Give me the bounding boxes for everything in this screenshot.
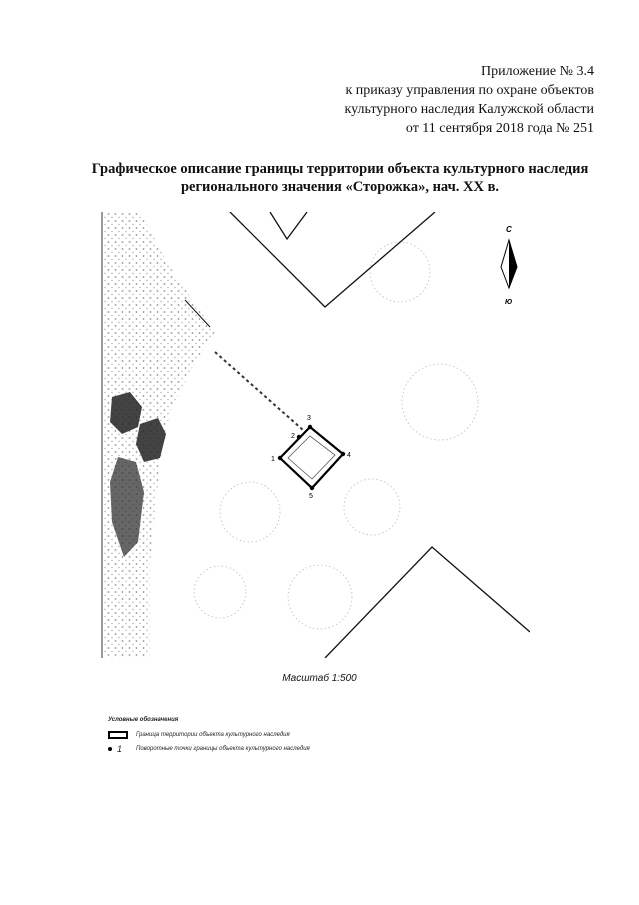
tree-crown — [220, 482, 280, 542]
boundary-point-label: 4 — [347, 452, 351, 459]
legend-boundary-label: Граница территории объекта культурного наследия — [136, 732, 290, 738]
map-scale: Масштаб 1:500 — [282, 673, 357, 684]
boundary-point-marker — [297, 435, 301, 439]
boundary-point-label: 2 — [291, 433, 295, 440]
appendix-header — [234, 62, 594, 138]
boundary-point-marker — [308, 425, 312, 429]
map-legend — [108, 717, 310, 756]
tree-crown — [194, 566, 246, 618]
legend-point-label: Поворотные точки границы объекта культурного наследия — [136, 746, 310, 752]
document-title — [60, 160, 620, 196]
dashed-boundary — [215, 352, 303, 430]
boundary-point-label: 5 — [309, 493, 313, 500]
boundary-point-marker — [310, 486, 314, 490]
fence-line — [230, 212, 435, 307]
boundary-point-marker — [341, 452, 345, 456]
title-line: Графическое описание границы территории объекта культурного наследия — [91, 161, 589, 177]
site-map — [100, 212, 530, 658]
appendix-line: к приказу управления по охране объектов — [345, 83, 594, 98]
fence-line — [270, 212, 307, 239]
tree-crown — [370, 242, 430, 302]
appendix-line: Приложение № 3.4 — [481, 64, 594, 79]
point-symbol — [108, 744, 136, 754]
compass-north-label: С — [506, 225, 512, 234]
legend-row-point — [108, 742, 310, 756]
point-symbol-number: 1 — [117, 744, 123, 754]
tree-crown — [288, 565, 352, 629]
compass-south-label: Ю — [505, 299, 513, 306]
tree-crown — [344, 479, 400, 535]
point-dot-icon — [108, 747, 112, 751]
boundary-point-label: 1 — [271, 456, 275, 463]
appendix-line: культурного наследия Калужской области — [344, 102, 594, 117]
tree-crown — [402, 364, 478, 440]
boundary-point-marker — [278, 456, 282, 460]
legend-row-boundary — [108, 728, 310, 742]
north-arrow-icon — [501, 240, 517, 288]
title-line: регионального значения «Сторожка», нач. XX в. — [180, 179, 500, 195]
boundary-symbol-icon — [108, 731, 128, 739]
fence-line — [325, 547, 530, 658]
appendix-line: от 11 сентября 2018 года № 251 — [405, 121, 594, 136]
boundary-point-label: 3 — [307, 415, 311, 422]
legend-title: Условные обозначения — [108, 717, 179, 723]
